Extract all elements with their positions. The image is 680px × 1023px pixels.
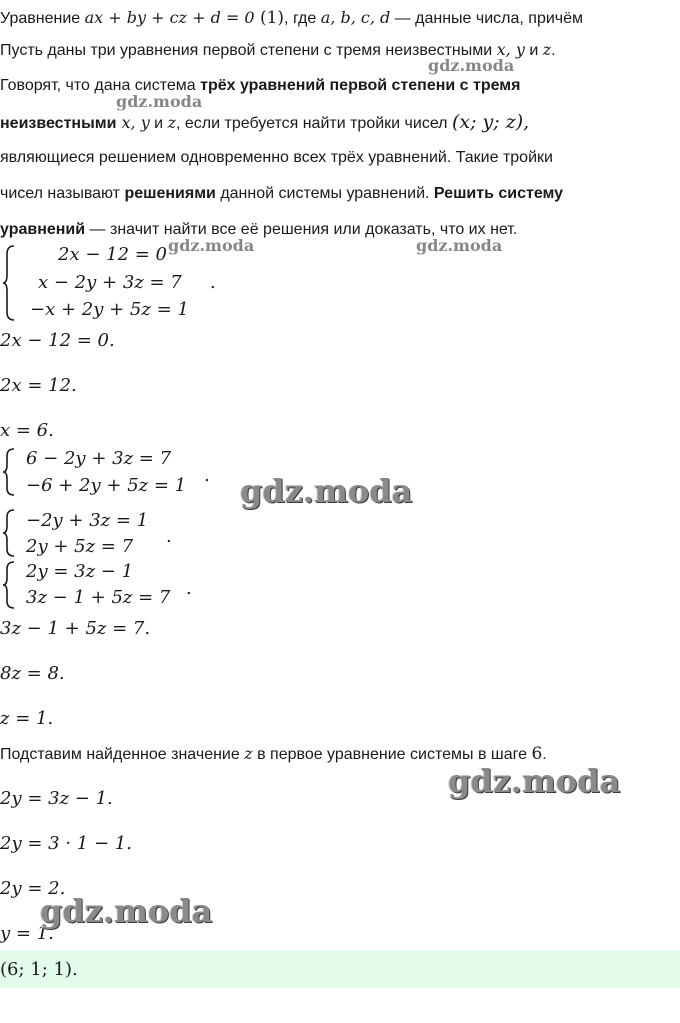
step-line: z = 1. — [0, 708, 54, 729]
text: и — [149, 115, 168, 132]
system-row: 2x − 12 = 0 — [58, 244, 168, 265]
var-z: z — [542, 40, 552, 59]
system-3 — [2, 508, 202, 560]
text: в первое уравнение системы в шаге — [252, 746, 532, 763]
text: Говорят, что дана система — [0, 77, 201, 94]
var-z: z — [167, 113, 176, 132]
brace-icon — [2, 560, 16, 610]
bold-term: уравнений — [0, 221, 86, 238]
answer-box — [0, 950, 680, 988]
watermark: gdz.moda — [448, 762, 621, 800]
system-row: 2y + 5z = 7 — [26, 536, 134, 557]
system-row: −6 + 2y + 5z = 1 — [26, 475, 187, 496]
step-line: 2y = 2. — [0, 878, 66, 899]
bold-term: Решить систему — [433, 185, 564, 202]
text: . — [542, 746, 547, 763]
triple: (x; y; z), — [451, 111, 530, 133]
step-line: y = 1. — [0, 923, 54, 944]
text: — данные числа, причём — [390, 10, 584, 27]
vars: x, y — [116, 113, 150, 132]
intro-line-5: являющиеся решением одновременно всех трёх уравнений. Такие тройки — [0, 149, 553, 166]
text: чисел называют — [0, 185, 125, 202]
system-tail: . — [166, 526, 172, 547]
text: данной системы уравнений. — [215, 185, 434, 202]
vars: x, y — [496, 40, 525, 59]
equation-general: ax + by + cz + d = 0 — [84, 8, 255, 27]
brace-icon — [2, 244, 16, 322]
answer-text: (6; 1; 1). — [0, 959, 78, 980]
text: , если требуется найти тройки чисел — [176, 115, 452, 132]
brace-icon — [2, 447, 16, 497]
watermark: gdz.moda — [40, 892, 213, 930]
intro-line-1 — [0, 8, 583, 29]
system-row: 3z − 1 + 5z = 7 — [26, 587, 171, 608]
step-line: 2y = 3z − 1. — [0, 788, 113, 809]
watermark: gdz.moda — [416, 236, 503, 255]
step-line: 8z = 8. — [0, 663, 65, 684]
text: Уравнение — [0, 10, 85, 27]
text: . — [551, 42, 556, 59]
text: Подставим найденное значение — [0, 746, 245, 763]
intro-line-3 — [0, 76, 520, 96]
step-line: 2x − 12 = 0. — [0, 330, 115, 351]
watermark: gdz.moda — [168, 236, 255, 255]
watermark: gdz.moda — [428, 56, 515, 75]
step-line: 2y = 3 · 1 − 1. — [0, 833, 132, 854]
system-row: −2y + 3z = 1 — [26, 510, 149, 531]
text: — значит найти все её решения или доказать, что их нет. — [85, 221, 518, 238]
var-z: z — [244, 744, 253, 763]
step-line: 2x = 12. — [0, 375, 77, 396]
bold-term: трёх уравнений первой степени с тремя — [200, 77, 521, 94]
system-row: x − 2y + 3z = 7 — [38, 272, 182, 293]
system-2 — [2, 447, 222, 499]
bold-term: решениями — [124, 185, 216, 202]
system-row: −x + 2y + 5z = 1 — [30, 299, 189, 320]
system-tail: . — [204, 465, 210, 486]
system-row: 2y = 3z − 1 — [26, 561, 134, 582]
system-1 — [2, 244, 232, 324]
equation-number: (1) — [254, 8, 285, 28]
system-tail: . — [210, 272, 216, 293]
step-line: x = 6. — [0, 420, 54, 441]
bold-term: неизвестными — [0, 115, 117, 132]
text: и — [524, 42, 543, 59]
system-4 — [2, 560, 202, 612]
brace-icon — [2, 508, 16, 558]
step-number: 6 — [531, 744, 543, 764]
text: Пусть даны три уравнения первой степени с тремя неизвестными — [0, 42, 497, 59]
step-line: 3z − 1 + 5z = 7. — [0, 618, 151, 639]
watermark: gdz.moda — [116, 92, 203, 111]
text: , где — [284, 10, 321, 27]
intro-line-4 — [0, 112, 529, 134]
system-row: 6 − 2y + 3z = 7 — [26, 448, 172, 469]
system-tail: . — [186, 578, 192, 599]
watermark: gdz.moda — [240, 472, 413, 510]
coefficients: a, b, c, d — [320, 8, 391, 27]
intro-line-6 — [0, 184, 563, 204]
